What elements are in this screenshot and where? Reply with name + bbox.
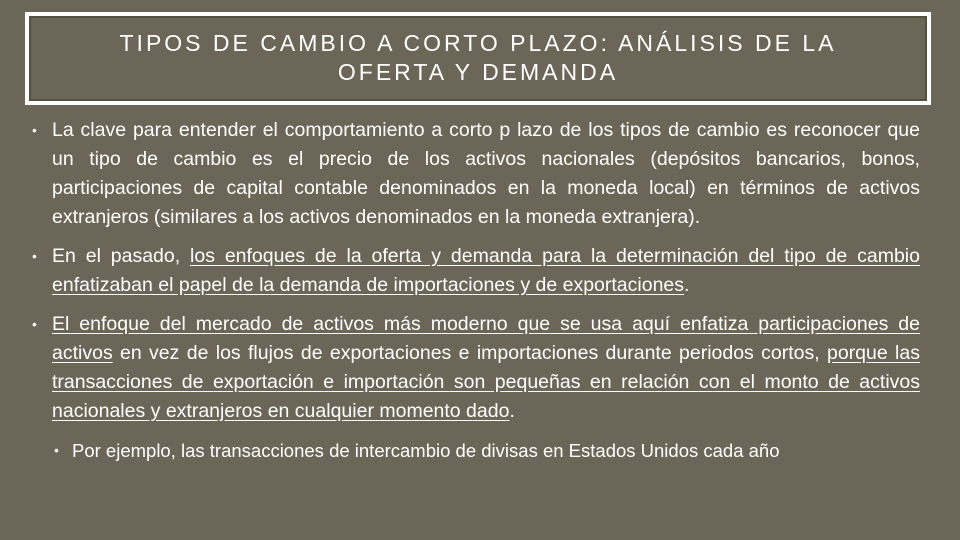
sub-bullet-dot: • [54,442,59,458]
bullet-2-post: . [684,274,690,296]
title-box [25,12,931,105]
slide-content [32,116,920,475]
bullet-1 [32,116,920,232]
bullet-3 [32,310,920,426]
bullet-3-post: . [509,400,515,422]
bullet-2-pre: En el pasado, [52,245,191,267]
bullet-1-text: La clave para entender el comportamiento a corto p lazo de los tipos de cambio es reconocer que un tipo de cambio es el precio de los activos nacionales (depósitos bancarios, bonos, participaciones de capital contable denominados en la moneda local) en términos de activos extranjeros (similares a los activos denominados en la moneda extranjera). [52,119,920,228]
bullet-dot: • [32,316,37,332]
bullet-3-underlined-1: El enfoque del mercado de activos más moderno que se usa aquí enfatiza participaciones de activos [52,313,920,364]
bullet-dot: • [32,248,37,264]
bullet-2-underlined: los enfoques de la oferta y demanda para la determinación del tipo de cambio enfatizaban el papel de la demanda de importaciones y de exportaciones [52,245,920,296]
bullet-3-middle: en vez de los flujos de exportaciones e importaciones durante periodos cortos, [112,342,827,364]
bullet-2 [32,242,920,300]
slide-title: TIPOS DE CAMBIO A CORTO PLAZO: ANÁLISIS DE LA OFERTA Y DEMANDA [119,29,837,85]
sub-bullet-1 [54,436,920,465]
sub-bullet-1-text: Por ejemplo, las transacciones de intercambio de divisas en Estados Unidos cada año [72,440,780,461]
bullet-dot: • [32,122,37,138]
bullet-3-underlined-2: porque las transacciones de exportación e importación son pequeñas en relación con el monto de activos nacionales y extranjeros en cualquier momento dado [52,342,920,422]
